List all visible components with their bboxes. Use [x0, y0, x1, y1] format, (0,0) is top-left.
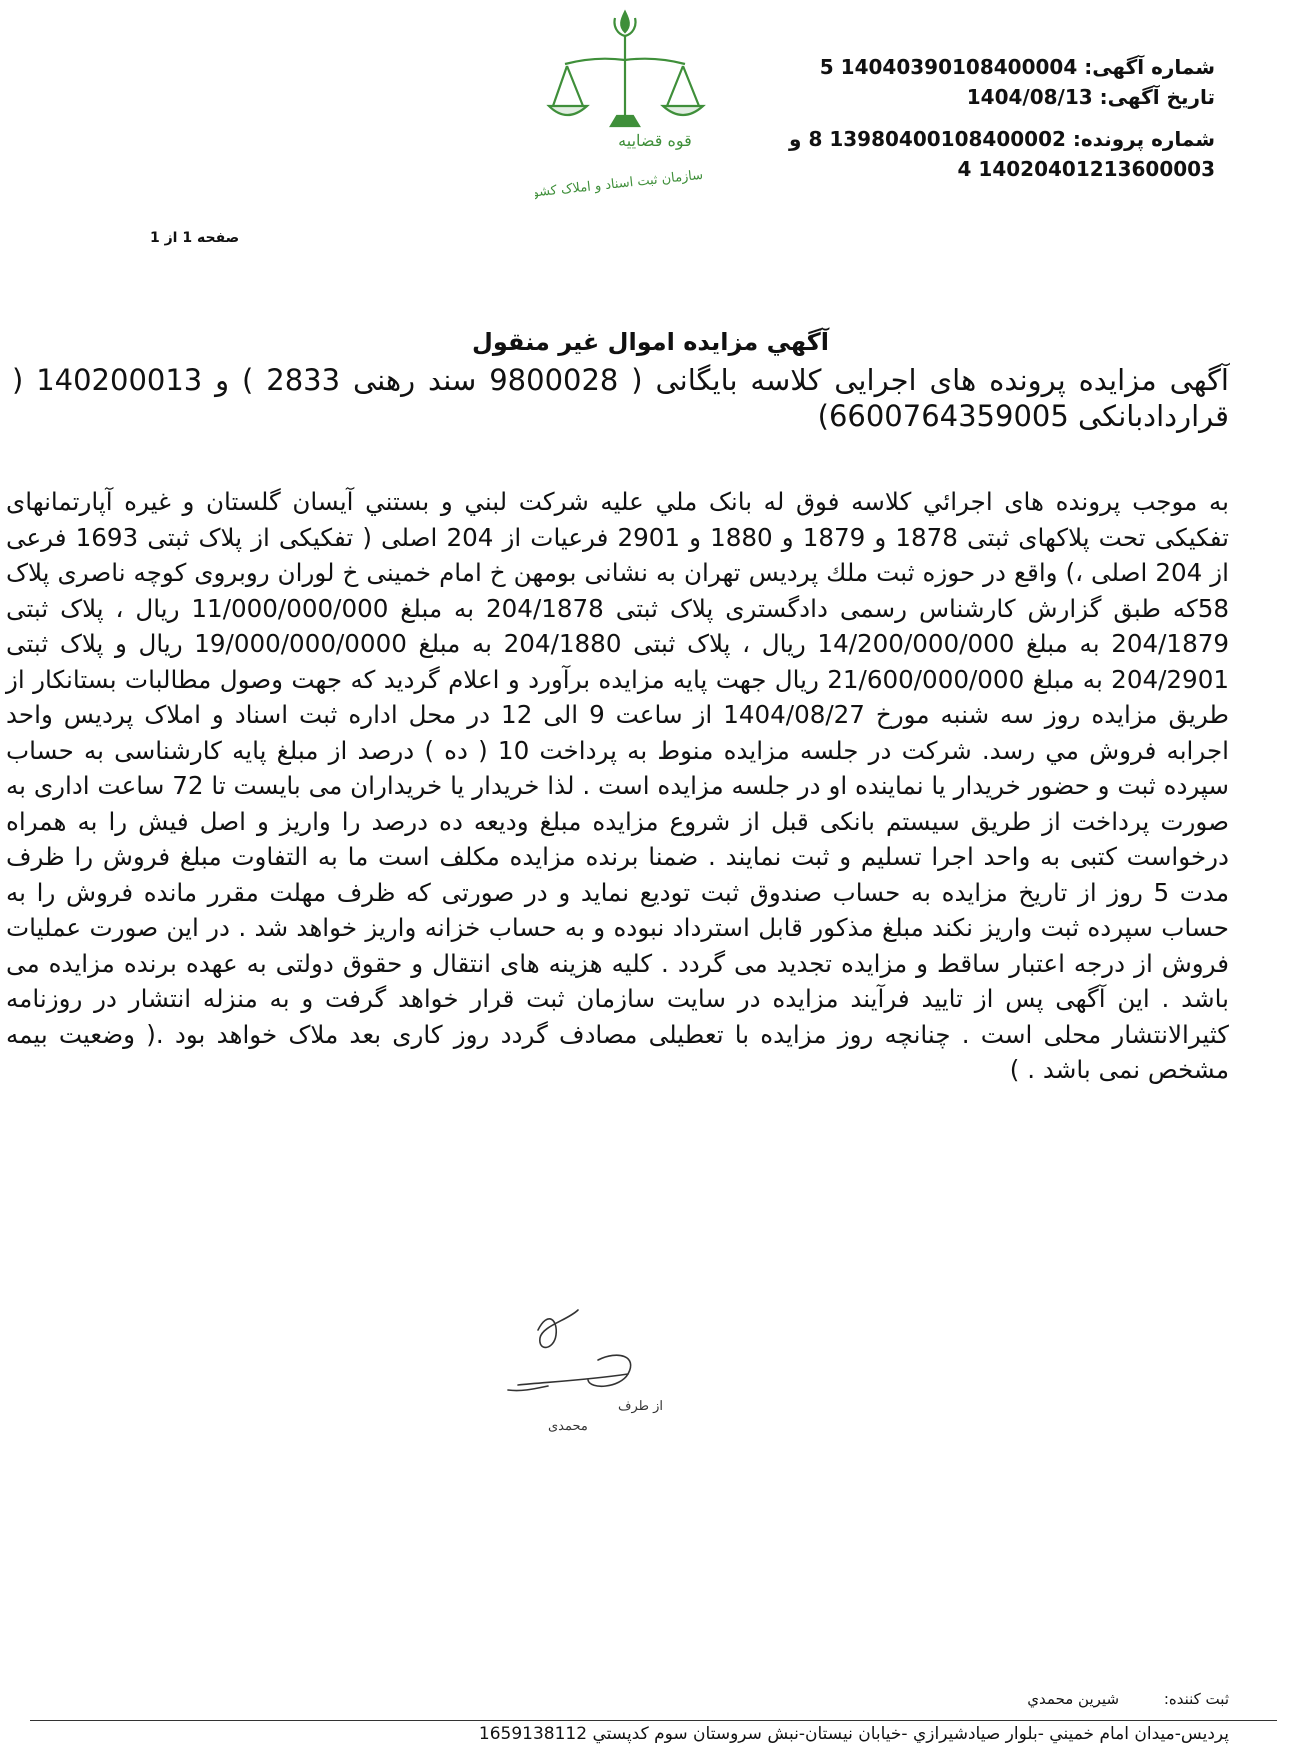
- ad-meta-block: [695, 52, 1215, 184]
- signature: [478, 1290, 668, 1450]
- file-number-1: 13980400108400002 8: [808, 127, 1066, 151]
- file-number-row: [695, 124, 1215, 154]
- registrar-name: شيرين محمدي: [1027, 1690, 1120, 1708]
- ad-date: 1404/08/13: [966, 85, 1093, 109]
- ad-date-label: تاریخ آگهی:: [1099, 85, 1215, 109]
- judiciary-emblem: [535, 6, 715, 216]
- emblem-line1: قوه قضاییه: [618, 131, 692, 150]
- ad-number-row: [695, 52, 1215, 82]
- file-number-2: 14020401213600003 4: [957, 157, 1215, 181]
- registrar-label: ثبت کننده:: [1163, 1690, 1229, 1708]
- ad-number-label: شماره آگهی:: [1084, 55, 1215, 79]
- document-title: آگهي مزايده اموال غير منقول: [472, 328, 829, 356]
- scales-of-justice-icon: [535, 6, 715, 216]
- file-number-and: و: [789, 127, 802, 151]
- emblem-line2: سازمان ثبت اسناد و املاک کشور: [535, 167, 704, 202]
- file-number-row-2: [695, 154, 1215, 184]
- footer-divider: [30, 1720, 1277, 1721]
- signature-text-1: از طرف: [618, 1399, 664, 1414]
- auction-body-text: به موجب پرونده های اجرائي کلاسه فوق له بانک ملي عليه شرکت لبني و بستني آيسان گلستان و غيره آپارتمانهای تفکیکی تحت پلاکهای ثبتی 1878 و 1879 و 1880 و 2901 فرعیات از 204 اصلی ( تفکیکی از پلاک ثبتی 1693 فرعی از 204 اصلی ،) واقع در حوزه ثبت ملك پرديس تهران به نشانی بومهن خ امام خمینی خ لوران روبروی کوچه ناصری پلاک 58که طبق گزارش کارشناس رسمی دادگستری پلاک ثبتی 204/1878 به مبلغ 11/000/000/000 ریال ، پلاک ثبتی 204/1879 به مبلغ 14/200/000/000 ریال ، پلاک ثبتی 204/1880 به مبلغ 19/000/000/0000 ریال و پلاک ثبتی 204/2901 به مبلغ 21/600/000/000 ریال جهت پایه مزایده برآورد و اعلام گردید که جهت وصول مطالبات بستانکار از طريق مزايده روز سه شنبه مورخ 1404/08/27 از ساعت 9 الی 12 در محل اداره ثبت اسناد و املاک پرديس واحد اجرابه فروش مي رسد. شرکت در جلسه مزایده منوط به پرداخت 10 ( ده ) درصد از مبلغ پایه کارشناسی به حساب سپرده ثبت و حضور خریدار یا نماینده او در جلسه مزایده است . لذا خریدار یا خریداران می بایست تا 72 ساعت اداری به صورت پرداخت از طریق سیستم بانکی قبل از شروع مزایده مبلغ ودیعه ده درصد را واریز و اصل فیش را به همراه درخواست کتبی به واحد اجرا تسلیم و ثبت نمایند . ضمنا برنده مزایده مکلف است ما به التفاوت مبلغ فروش را ظرف مدت 5 روز از تاریخ مزایده به حساب صندوق ثبت تودیع نماید و در صورتی که ظرف مهلت مقرر مانده فروش را به حساب سپرده ثبت واریز نکند مبلغ مذکور قابل استرداد نبوده و به حساب خزانه واریز خواهد شد . در این صورت عملیات فروش از درجه اعتبار ساقط و مزایده تجدید می گردد . کلیه هزینه های انتقال و حقوق دولتی به عهده برنده مزایده می باشد . این آگهی پس از تایید فرآیند مزایده در سایت سازمان ثبت قرار خواهد گرفت و به منزله انتشار در روزنامه کثیرالانتشار محلی است . چنانچه روز مزایده با تعطیلی مصادف گردد روز کاری بعد ملاک خواهد بود .( وضعیت بیمه مشخص نمی باشد . ): [6, 487, 1230, 1084]
- signature-text-2: محمدی: [548, 1419, 588, 1434]
- registrar-row: [1027, 1690, 1229, 1708]
- page-indicator: صفحه 1 از 1: [150, 230, 240, 246]
- handwritten-signature-icon: [478, 1290, 668, 1450]
- file-number-label: شماره پرونده:: [1072, 127, 1215, 151]
- office-address: پرديس-ميدان امام خميني -بلوار صيادشيرازي -خيابان نيستان-نبش سروستان سوم کدپستي 1659138112: [478, 1724, 1229, 1744]
- document-subtitle: آگهی مزایده پرونده های اجرایی کلاسه بایگانی ( 9800028 سند رهنی 2833 ) و 140200013 ( قراردادبانکی 6600764359005): [12, 363, 1229, 433]
- ad-date-row: [695, 82, 1215, 112]
- ad-number: 14040390108400004 5: [819, 55, 1078, 79]
